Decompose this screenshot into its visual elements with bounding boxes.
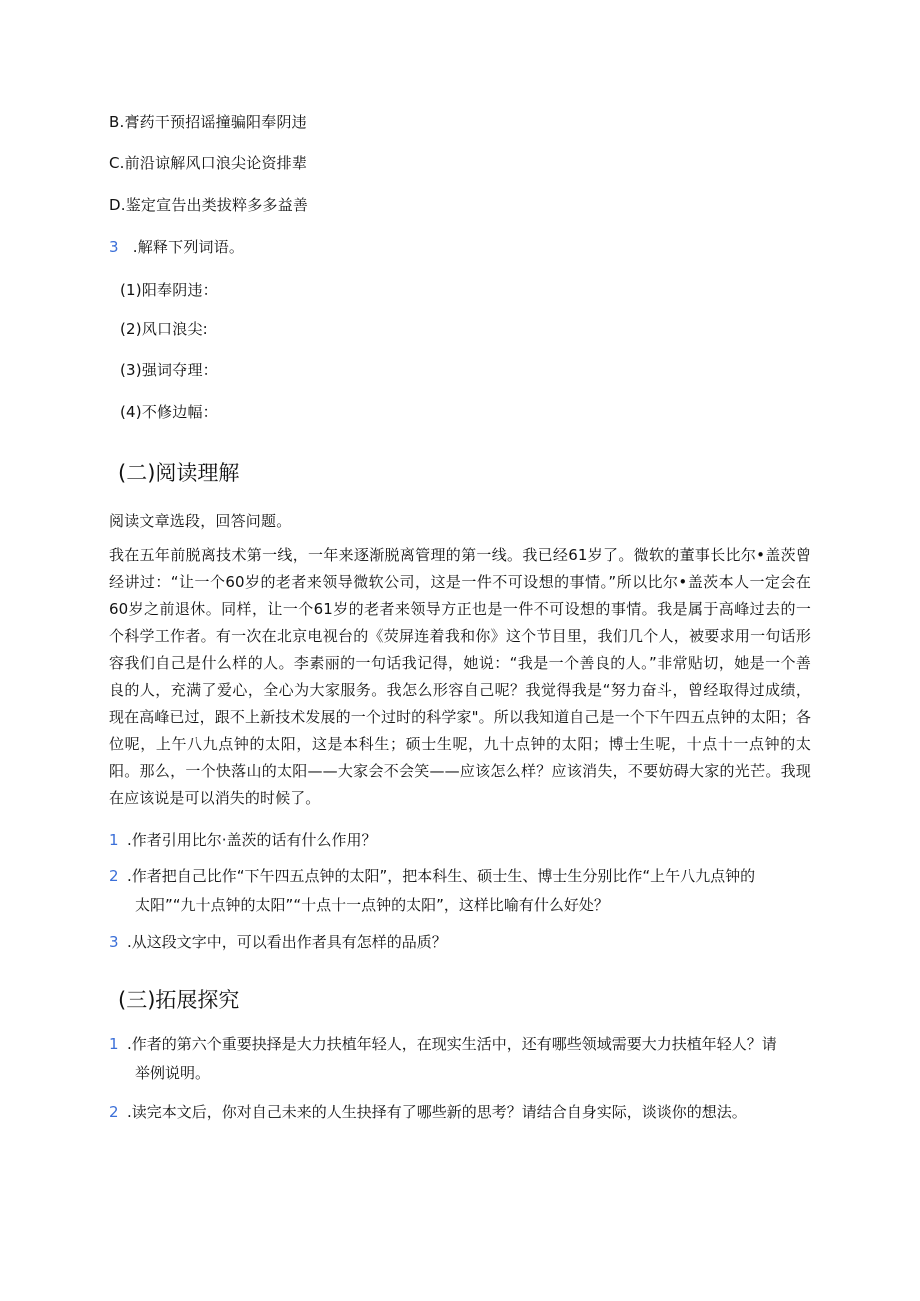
reading-instruction: 阅读文章选段，回答问题。 <box>109 512 292 530</box>
question-text: .作者引用比尔·盖茨的话有什么作用？ <box>127 831 377 849</box>
option-b: B.膏药干预招谣撞骗阳奉阴违 <box>109 113 307 131</box>
term-1: (1)阳奉阴违： <box>120 281 218 299</box>
question-number: 1 <box>109 1035 119 1053</box>
question-number: 2 <box>109 867 119 885</box>
question-text: .解释下列词语。 <box>132 238 245 256</box>
question-number: 3 <box>109 238 119 256</box>
term-4: (4)不修边幅： <box>120 403 218 421</box>
reading-question-2 <box>109 862 811 920</box>
question-text: .从这段文字中，可以看出作者具有怎样的品质？ <box>127 933 447 951</box>
section-heading-reading: (二)阅读理解 <box>118 461 240 485</box>
extension-question-1 <box>109 1030 811 1088</box>
question-text: .作者把自己比作“下午四五点钟的太阳”，把本科生、硕士生、博士生分别比作“上午八九点钟的 <box>127 867 756 885</box>
question-text: .读完本文后，你对自己未来的人生抉择有了哪些新的思考？请结合自身实际，谈谈你的想法。 <box>127 1103 747 1121</box>
reading-question-1 <box>109 826 811 855</box>
question-number: 1 <box>109 831 119 849</box>
term-3: (3)强词夺理： <box>120 361 218 379</box>
option-c: C.前沿谅解风口浪尖论资排辈 <box>109 154 308 172</box>
question-text-continued: 举例说明。 <box>135 1064 211 1082</box>
reading-passage: 我在五年前脱离技术第一线，一年来逐渐脱离管理的第一线。我已经61岁了。微软的董事长比尔•盖茨曾经讲过：“让一个60岁的老者来领导微软公司，这是一件不可设想的事情。”所以比尔•盖茨本人一定会在60岁之前退休。同样，让一个61岁的老者来领导方正也是一件不可设想的事情。我是属于高峰过去的一个科学工作者。有一次在北京电视台的《荧屏连着我和你》这个节目里，我们几个人，被要求用一句话形容我们自己是什么样的人。李素丽的一句话我记得，她说：“我是一个善良的人。”非常贴切，她是一个善良的人，充满了爱心，全心为大家服务。我怎么形容自己呢？我觉得我是“努力奋斗，曾经取得过成绩，现在高峰已过，跟不上新技术发展的一个过时的科学家"。所以我知道自己是一个下午四五点钟的太阳；各位呢，上午八九点钟的太阳，这是本科生；硕士生呢，九十点钟的太阳；博士生呢，十点十一点钟的太阳。那么，一个快落山的太阳——大家会不会笑——应该怎么样？应该消失，不要妨碍大家的光芒。我现在应该说是可以消失的时候了。 <box>109 546 811 807</box>
question-number: 3 <box>109 933 119 951</box>
option-d: D.鉴定宣告出类拔粹多多益善 <box>109 196 309 214</box>
extension-question-2 <box>109 1098 811 1127</box>
question-3 <box>109 236 244 258</box>
question-text: .作者的第六个重要抉择是大力扶植年轻人，在现实生活中，还有哪些领域需要大力扶植年轻人？请 <box>127 1035 777 1053</box>
question-number: 2 <box>109 1103 119 1121</box>
question-text-continued: 太阳”“九十点钟的太阳”“十点十一点钟的太阳”，这样比喻有什么好处？ <box>135 896 609 914</box>
term-2: (2)风口浪尖: <box>120 320 208 338</box>
reading-question-3 <box>109 928 811 957</box>
section-heading-extension: (三)拓展探究 <box>118 988 240 1012</box>
